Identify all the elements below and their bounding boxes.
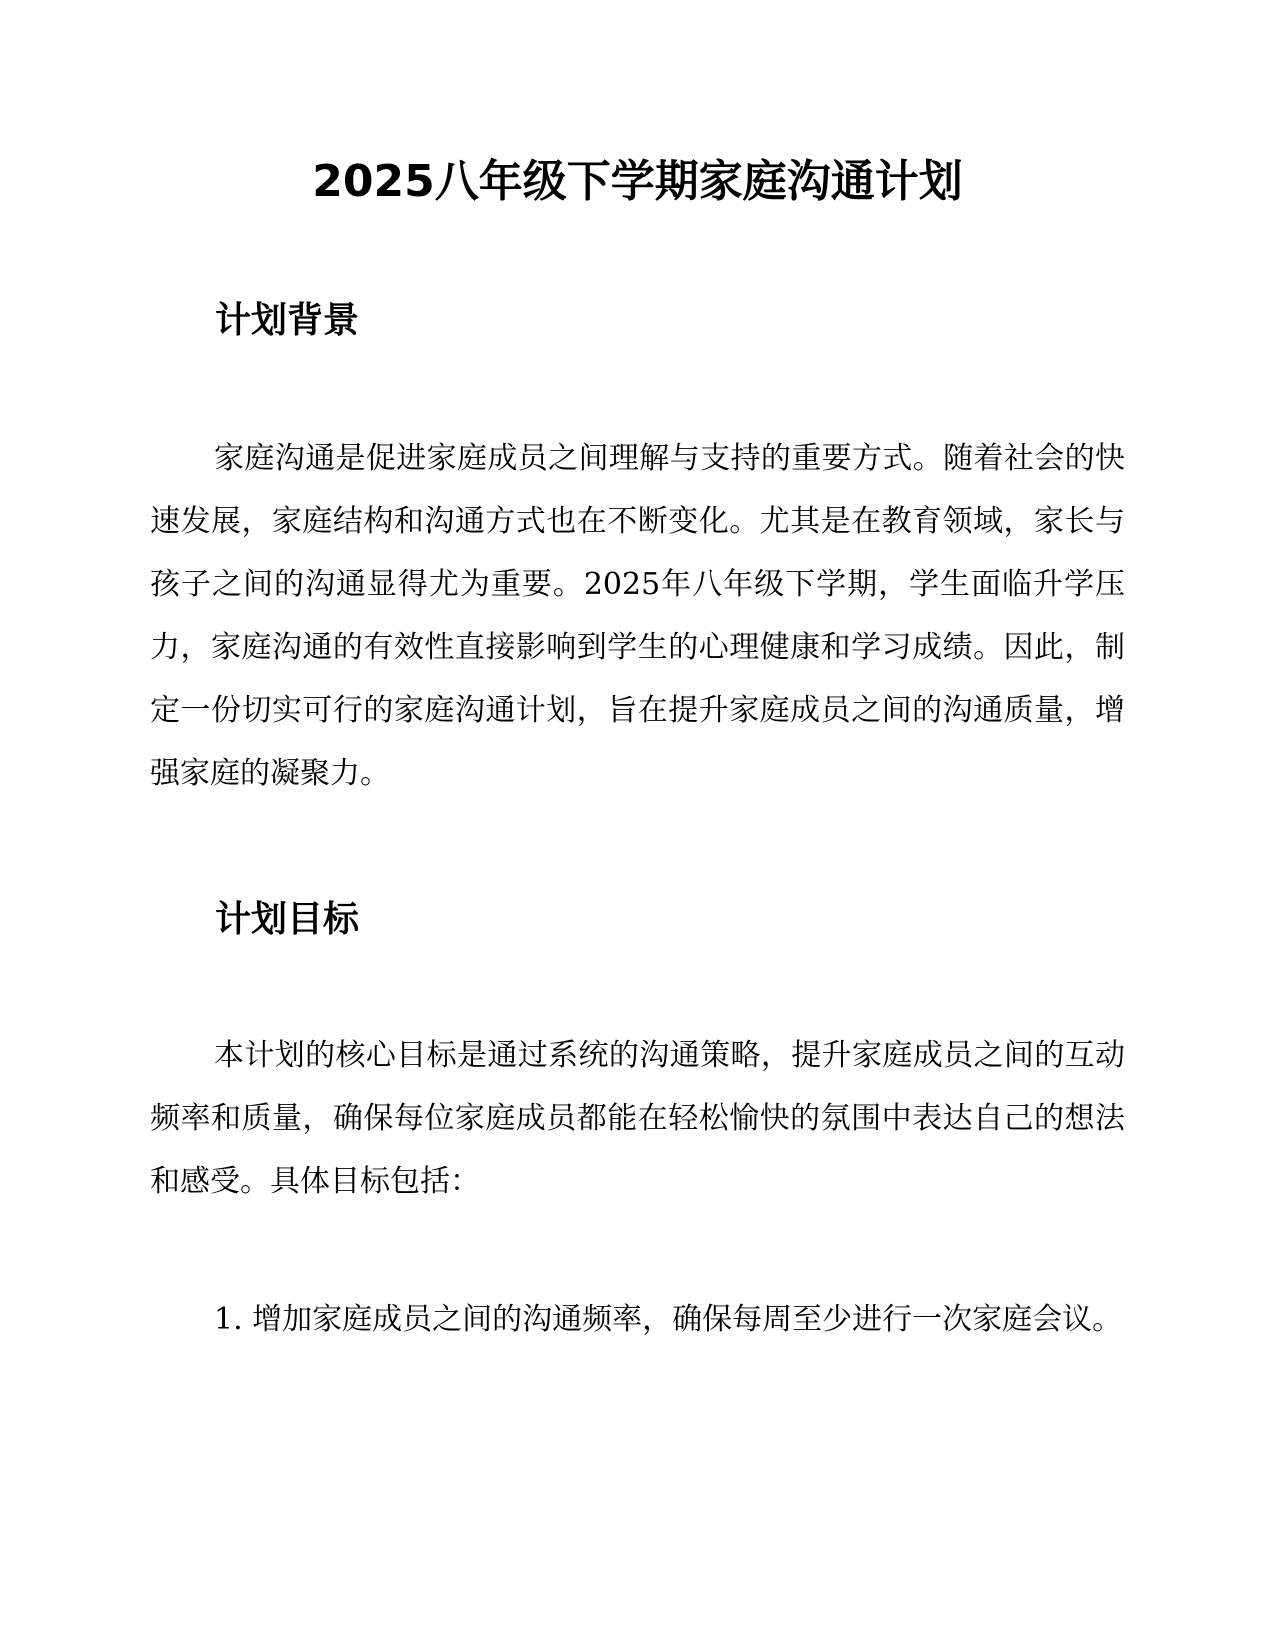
section-heading-background: 计划背景 [215,300,360,341]
paragraph-background: 家庭沟通是促进家庭成员之间理解与支持的重要方式。随着社会的快速发展，家庭结构和沟通方式也在不断变化。尤其是在教育领域，家长与孩子之间的沟通显得尤为重要。2025年八年级下学期，学生面临升学压力，家庭沟通的有效性直接影响到学生的心理健康和学习成绩。因此，制定一份切实可行的家庭沟通计划，旨在提升家庭成员之间的沟通质量，增强家庭的凝聚力。 [150,441,1125,791]
document-title: 2025八年级下学期家庭沟通计划 [312,156,963,207]
section-heading-goals: 计划目标 [215,899,360,940]
paragraph-goals: 本计划的核心目标是通过系统的沟通策略，提升家庭成员之间的互动频率和质量，确保每位家庭成员都能在轻松愉快的氛围中表达自己的想法和感受。具体目标包括： [150,1038,1125,1199]
goal-list-item: 1. 增加家庭成员之间的沟通频率，确保每周至少进行一次家庭会议。 [214,1302,1123,1337]
